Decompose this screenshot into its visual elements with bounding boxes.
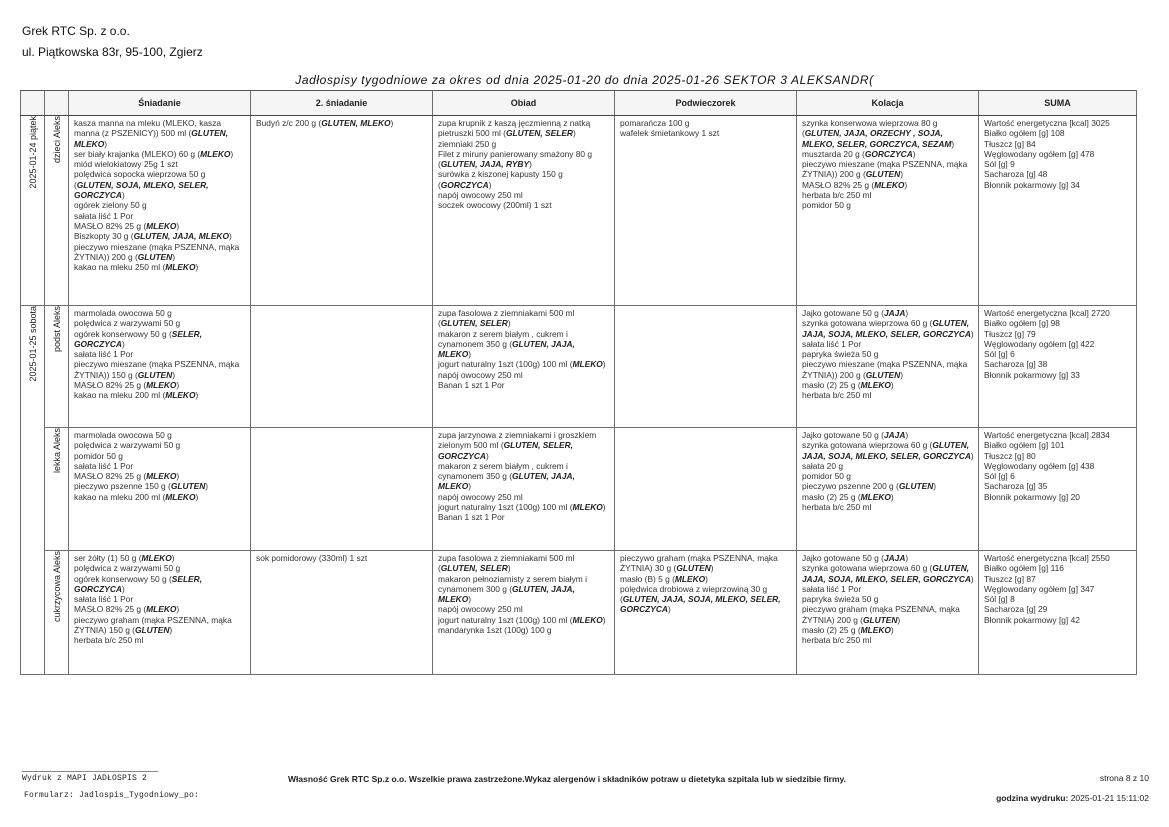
diet-label: cukrzycowa Aleks [51, 551, 62, 623]
footer-print-time-line [996, 793, 1149, 803]
date-label: 2025-01-25 sobota [27, 306, 38, 382]
podwieczorek-cell: pomarańcza 100 g wafelek śmietankowy 1 szt [615, 116, 797, 306]
col-header-sniadanie: Śniadanie [69, 91, 251, 116]
col-header-kolacja: Kolacja [797, 91, 979, 116]
header-blank [21, 91, 45, 116]
kolacja-cell: szynka konserwowa wieprzowa 80 g (GLUTEN, JAJA, ORZECHY , SOJA, MLEKO, SELER, GORCZYCA, SEZAM) musztarda 20 g (GORCZYCA) pieczywo mieszane (mąka PSZENNA, mąka ŻYTNIA)) 200 g (GLUTEN) MASŁO 82% 25 g (MLEKO) herbata b/c 250 ml pomidor 50 g [797, 116, 979, 306]
sniadanie-cell: kasza manna na mleku (MLEKO, kasza manna (z PSZENICY)) 500 ml (GLUTEN, MLEKO) ser biały krajanka (MLEKO) 60 g (MLEKO) miód wielokiatowy 25g 1 szt polędwica sopocka wieprzowa 50 g (GLUTEN, SOJA, MLEKO, SELER, GORCZYCA) ogórek zielony 50 g sałata liść 1 Por MASŁO 82% 25 g (MLEKO) Biszkopty 30 g (GLUTEN, JAJA, MLEKO) pieczywo mieszane (mąka PSZENNA, mąka ŻYTNIA)) 200 g (GLUTEN) kakao na mleku 250 ml (MLEKO) [69, 116, 251, 306]
suma-cell: Wartość energetyczna [kcal] 2834 Białko ogółem [g] 101 Tłuszcz [g] 80 Węglowodany ogółem [g] 438 Sól [g] 6 Sacharoza [g] 35 Błonnik pokarmowy [g] 20 [979, 428, 1137, 551]
diet-cell [45, 551, 69, 675]
menu-table [20, 90, 1137, 675]
footer-print-time: 2025-01-21 15:11:02 [1070, 793, 1149, 803]
sniadanie2-cell [251, 428, 433, 551]
footer-divider [22, 771, 158, 772]
kolacja-cell: Jajko gotowane 50 g (JAJA) szynka gotowana wieprzowa 60 g (GLUTEN, JAJA, SOJA, MLEKO, SELER, GORCZYCA) sałata 20 g pomidor 50 g pieczywo pszenne 200 g (GLUTEN) masło (2) 25 g (MLEKO) herbata b/c 250 ml [797, 428, 979, 551]
menu-row [21, 116, 1137, 306]
date-cell [21, 306, 45, 675]
suma-cell: Wartość energetyczna [kcal] 2550 Białko ogółem [g] 116 Tłuszcz [g] 87 Węglowodany ogółem [g] 347 Sól [g] 8 Sacharoza [g] 29 Błonnik pokarmowy [g] 42 [979, 551, 1137, 675]
company-address: ul. Piątkowska 83r, 95-100, Zgierz [22, 45, 203, 59]
footer-page: strona 8 z 10 [1099, 773, 1149, 783]
date-label: 2025-01-24 piątek [27, 116, 38, 189]
podwieczorek-cell [615, 428, 797, 551]
col-header-podwieczorek: Podwieczorek [615, 91, 797, 116]
sniadanie-cell: ser żółty (1) 50 g (MLEKO) polędwica z warzywami 50 g ogórek konserwowy 50 g (SELER, GORCZYCA) sałata liść 1 Por MASŁO 82% 25 g (MLEKO) pieczywo graham (mąka PSZENNA, mąka ŻYTNIA) 150 g (GLUTEN) herbata b/c 250 ml [69, 551, 251, 675]
date-cell [21, 116, 45, 306]
obiad-cell: zupa jarzynowa z ziemniakami i groszkiem zielonym 500 ml (GLUTEN, SELER, GORCZYCA) makaron z serem białym , cukrem i cynamonem 350 g (GLUTEN, JAJA, MLEKO) napój owocowy 250 ml jogurt naturalny 1szt (100g) 100 ml (MLEKO) Banan 1 szt 1 Por [433, 428, 615, 551]
obiad-cell: zupa fasolowa z ziemniakami 500 ml (GLUTEN, SELER) makaron z serem białym , cukrem i cynamonem 350 g (GLUTEN, JAJA, MLEKO) jogurt naturalny 1szt (100g) 100 ml (MLEKO) napój owocowy 250 ml Banan 1 szt 1 Por [433, 306, 615, 428]
header-blank [45, 91, 69, 116]
sniadanie-cell: marmolada owocowa 50 g polędwica z warzywami 50 g ogórek konserwowy 50 g (SELER, GORCZYCA) sałata liść 1 Por pieczywo mieszane (mąka PSZENNA, mąka ŻYTNIA)) 150 g (GLUTEN) MASŁO 82% 25 g (MLEKO) kakao na mleku 200 ml (MLEKO) [69, 306, 251, 428]
suma-cell: Wartość energetyczna [kcal] 2720 Białko ogółem [g] 98 Tłuszcz [g] 79 Węglowodany ogółem [g] 422 Sól [g] 6 Sacharoza [g] 38 Błonnik pokarmowy [g] 33 [979, 306, 1137, 428]
sniadanie2-cell [251, 306, 433, 428]
obiad-cell: zupa krupnik z kaszą jęczmienną z natką pietruszki 500 ml (GLUTEN, SELER) ziemniaki 250 g Filet z miruny panierowany smażony 80 g (GLUTEN, JAJA, RYBY) surówka z kiszonej kapusty 150 g (GORCZYCA) napój owocowy 250 ml soczek owocowy (200ml) 1 szt [433, 116, 615, 306]
diet-label: lekka Aleks [51, 428, 62, 474]
podwieczorek-cell [615, 306, 797, 428]
diet-cell [45, 116, 69, 306]
podwieczorek-cell: pieczywo graham (mąka PSZENNA, mąka ŻYTNIA) 30 g (GLUTEN) masło (B) 5 g (MLEKO) polędwica drobiowa z wieprzowiną 30 g (GLUTEN, JAJA, SOJA, MLEKO, SELER, GORCZYCA) [615, 551, 797, 675]
document-title: Jadłospisy tygodniowe za okres od dnia 2025-01-20 do dnia 2025-01-26 SEKTOR 3 ALEKSANDR( [295, 73, 874, 87]
obiad-cell: zupa fasolowa z ziemniakami 500 ml (GLUTEN, SELER) makaron pełnoziarnisty z serem białym i cynamonem 300 g (GLUTEN, JAJA, MLEKO) napój owocowy 250 ml jogurt naturalny 1szt (100g) 100 ml (MLEKO) mandarynka 1szt (100g) 100 g [433, 551, 615, 675]
col-header-2-sniadanie: 2. śniadanie [251, 91, 433, 116]
sniadanie2-cell: sok pomidorowy (330ml) 1 szt [251, 551, 433, 675]
menu-row [21, 551, 1137, 675]
menu-row [21, 306, 1137, 428]
suma-cell: Wartość energetyczna [kcal] 3025 Białko ogółem [g] 108 Tłuszcz [g] 84 Węglowodany ogółem [g] 478 Sól [g] 9 Sacharoza [g] 48 Błonnik pokarmowy [g] 34 [979, 116, 1137, 306]
sniadanie-cell: marmolada owocowa 50 g polędwica z warzywami 50 g pomidor 50 g sałata liść 1 Por MASŁO 82% 25 g (MLEKO) pieczywo pszenne 150 g (GLUTEN) kakao na mleku 200 ml (MLEKO) [69, 428, 251, 551]
menu-row [21, 428, 1137, 551]
diet-cell [45, 306, 69, 428]
col-header-suma: SUMA [979, 91, 1137, 116]
footer-printout: Wydruk z MAPI JADŁOSPIS 2 [22, 774, 148, 783]
col-header-obiad: Obiad [433, 91, 615, 116]
header-row [21, 91, 1137, 116]
footer-print-time-label: godzina wydruku: [996, 793, 1069, 803]
diet-cell [45, 428, 69, 551]
kolacja-cell: Jajko gotowane 50 g (JAJA) szynka gotowana wieprzowa 60 g (GLUTEN, JAJA, SOJA, MLEKO, SELER, GORCZYCA) sałata liść 1 Por papryka świeża 50 g pieczywo graham (mąka PSZENNA, mąka ŻYTNIA) 200 g (GLUTEN) masło (2) 25 g (MLEKO) herbata b/c 250 ml [797, 551, 979, 675]
kolacja-cell: Jajko gotowane 50 g (JAJA) szynka gotowana wieprzowa 60 g (GLUTEN, JAJA, SOJA, MLEKO, SELER, GORCZYCA) sałata liść 1 Por papryka świeża 50 g pieczywo mieszane (mąka PSZENNA, mąka ŻYTNIA)) 200 g (GLUTEN) masło (2) 25 g (MLEKO) herbata b/c 250 ml [797, 306, 979, 428]
footer-form: Formularz: Jadlospis_Tygodniowy_po: [24, 791, 200, 800]
footer-ownership: Własność Grek RTC Sp.z o.o. Wszelkie prawa zastrzeżone.Wykaz alergenów i składników potraw u dietetyka szpitala lub w siedzibie firmy. [288, 774, 847, 784]
diet-label: dzieci Aleks [51, 116, 62, 164]
company-name: Grek RTC Sp. z o.o. [22, 24, 130, 38]
sniadanie2-cell: Budyń z/c 200 g (GLUTEN, MLEKO) [251, 116, 433, 306]
diet-label: podst Aleks [51, 306, 62, 353]
